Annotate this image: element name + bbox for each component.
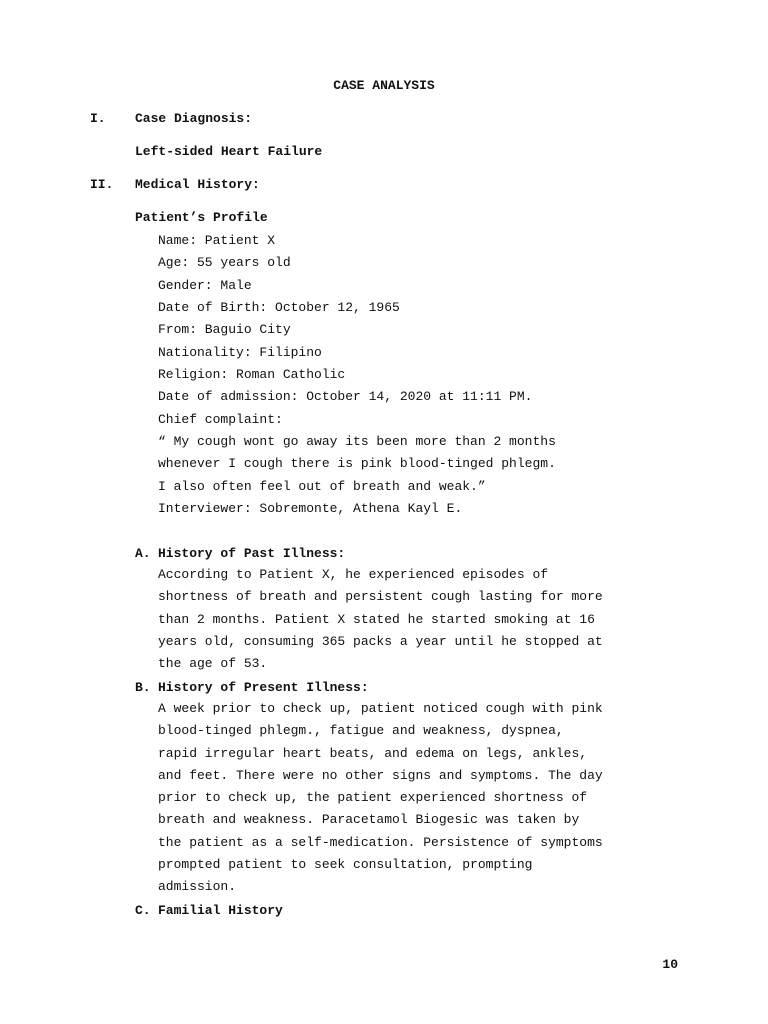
section-1-heading: Case Diagnosis: bbox=[135, 111, 253, 126]
present-illness-paragraph bbox=[158, 698, 678, 899]
profile-line: Name: Patient X bbox=[158, 233, 276, 248]
past-illness-paragraph bbox=[158, 564, 678, 675]
section-1-number: I. bbox=[90, 111, 106, 126]
paragraph-line: the age of 53. bbox=[158, 656, 268, 672]
paragraph-line: A week prior to check up, patient noticed cough with pink bbox=[158, 701, 603, 716]
paragraph-line: According to Patient X, he experienced episodes of bbox=[158, 567, 549, 582]
profile-line: Age: 55 years old bbox=[158, 255, 291, 270]
present-illness-letter: B. bbox=[135, 680, 151, 695]
diagnosis-text: Left-sided Heart Failure bbox=[135, 144, 323, 159]
section-2-heading: Medical History: bbox=[135, 177, 260, 192]
profile-line: Date of Birth: October 12, 1965 bbox=[158, 300, 400, 315]
familial-history-heading: Familial History bbox=[158, 903, 283, 918]
paragraph-line: rapid irregular heart beats, and edema on legs, ankles, bbox=[158, 745, 588, 761]
profile-line: whenever I cough there is pink blood-tinged phlegm. bbox=[158, 456, 556, 471]
profile-line: Gender: Male bbox=[158, 278, 252, 293]
present-illness-heading: History of Present Illness: bbox=[158, 680, 369, 695]
profile-line: Religion: Roman Catholic bbox=[158, 367, 346, 382]
profile-line: Date of admission: October 14, 2020 at 11:11 PM. bbox=[158, 389, 533, 404]
past-illness-letter: A. bbox=[135, 546, 151, 561]
section-2-number: II. bbox=[90, 177, 114, 192]
paragraph-line: breath and weakness. Paracetamol Biogesic was taken by bbox=[158, 812, 580, 828]
profile-line: “ My cough wont go away its been more than 2 months bbox=[158, 434, 556, 449]
paragraph-line: years old, consuming 365 packs a year until he stopped at bbox=[158, 633, 603, 649]
past-illness-heading: History of Past Illness: bbox=[158, 546, 346, 561]
paragraph-line: than 2 months. Patient X stated he started smoking at 16 bbox=[158, 611, 595, 627]
paragraph-line: the patient as a self-medication. Persistence of symptoms bbox=[158, 834, 603, 850]
paragraph-line: admission. bbox=[158, 879, 237, 895]
paragraph-line: shortness of breath and persistent cough lasting for more bbox=[158, 589, 603, 605]
paragraph-line: prompted patient to seek consultation, prompting bbox=[158, 857, 533, 873]
paragraph-line: blood-tinged phlegm., fatigue and weakness, dyspnea, bbox=[158, 723, 564, 739]
profile-line: Chief complaint: bbox=[158, 412, 283, 427]
page-number: 10 bbox=[662, 957, 678, 972]
profile-line: Nationality: Filipino bbox=[158, 345, 322, 360]
page-title: CASE ANALYSIS bbox=[333, 78, 435, 93]
profile-line: I also often feel out of breath and weak.” bbox=[158, 479, 486, 494]
profile-heading: Patient’s Profile bbox=[135, 210, 268, 225]
profile-line: From: Baguio City bbox=[158, 322, 291, 337]
paragraph-line: prior to check up, the patient experienced shortness of bbox=[158, 790, 588, 806]
paragraph-line: and feet. There were no other signs and symptoms. The day bbox=[158, 767, 603, 783]
familial-history-letter: C. bbox=[135, 903, 151, 918]
profile-line: Interviewer: Sobremonte, Athena Kayl E. bbox=[158, 501, 463, 516]
